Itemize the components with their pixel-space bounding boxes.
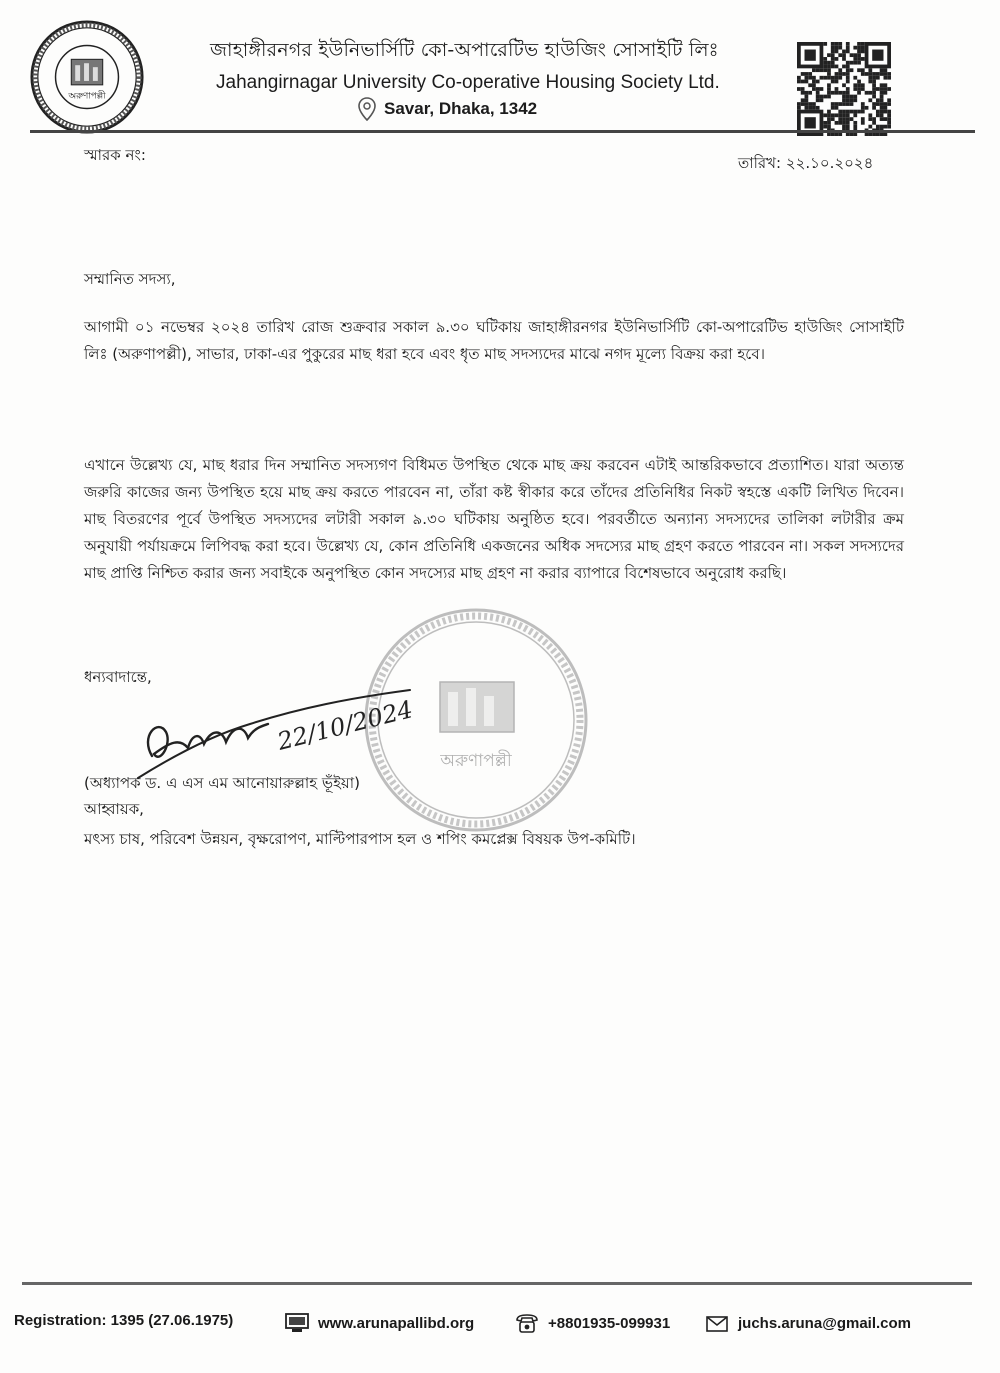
salutation: সম্মানিত সদস্য, xyxy=(84,270,176,288)
computer-icon xyxy=(284,1312,310,1334)
location-text: Savar, Dhaka, 1342 xyxy=(384,99,538,118)
org-name-english: Jahangirnagar University Co-operative Housing Society Ltd. xyxy=(216,72,720,93)
paragraph-instructions: এখানে উল্লেখ্য যে, মাছ ধরার দিন সম্মানিত সদস্যগণ বিধিমত উপস্থিত থেকে মাছ ক্রয় করবেন এটাই আন্তরিকভাবে প্রত্যাশিত। যারা অত্যন্ত জরুরি কাজের জন্য উপস্থিত হয়ে মাছ ক্রয় করতে পারবেন না, তাঁরা কষ্ট স্বীকার করে তাঁদের প্রতিনিধির নিকট স্বহস্তে একটি লিখিত দিবেন। মাছ বিতরণের পূর্বে উপস্থিত সদস্যদের লটারী সকাল ৯.৩০ ঘটিকায় অনুষ্ঠিত হবে। পরবর্তীতে অন্যান্য সদস্যদের তালিকা লটারীর ক্রম অনুযায়ী পর্যায়ক্রমে লিপিবদ্ধ করা হবে। উল্লেখ্য যে, কোন প্রতিনিধি একজনের অধিক সদস্যের মাছ গ্রহণ করতে পারবেন না। সকল সদস্যদের মাছ প্রাপ্তি নিশ্চিত করার জন্য সবাইকে অনুপস্থিত কোন সদস্যের মাছ গ্রহণ না করার ব্যাপারে বিশেষভাবে অনুরোধ করছি। xyxy=(84,456,904,582)
email-address[interactable]: juchs.aruna@gmail.com xyxy=(738,1314,912,1332)
footer-phone[interactable] xyxy=(514,1312,670,1334)
org-name-bengali: জাহাঙ্গীরনগর ইউনিভার্সিটি কো-অপারেটিভ হাউজিং সোসাইটি লিঃ xyxy=(210,39,719,61)
org-location xyxy=(358,97,537,121)
map-pin-icon xyxy=(358,97,376,121)
phone-number[interactable]: +8801935-099931 xyxy=(548,1314,671,1332)
svg-text:অরুণাপল্লী: অরুণাপল্লী xyxy=(68,91,106,102)
footer-divider xyxy=(22,1282,972,1285)
society-logo-icon xyxy=(28,18,146,136)
footer-website[interactable] xyxy=(284,1312,474,1334)
handwritten-signature xyxy=(130,684,420,784)
paragraph-announcement: আগামী ০১ নভেম্বর ২০২৪ তারিখ রোজ শুক্রবার সকাল ৯.৩০ ঘটিকায় জাহাঙ্গীরনগর ইউনিভার্সিটি কো-অপারেটিভ হাউজিং সোসাইটি লিঃ (অরুণাপল্লী), সাভার, ঢাকা-এর পুকুরের মাছ ধরা হবে এবং ধৃত মাছ সদস্যদের মাঝে নগদ মূল্যে বিক্রয় করা হবে। xyxy=(84,318,904,363)
envelope-icon xyxy=(704,1312,730,1334)
closing-text: ধন্যবাদান্তে, xyxy=(84,668,152,686)
telephone-icon xyxy=(514,1312,540,1334)
footer xyxy=(14,1312,986,1338)
svg-text:22/10/2024: 22/10/2024 xyxy=(274,695,416,756)
footer-registration xyxy=(14,1312,233,1329)
letter-date xyxy=(738,152,873,177)
date-value: ২২.১০.২০২৪ xyxy=(785,154,874,172)
header-divider xyxy=(30,130,975,133)
footer-email[interactable] xyxy=(704,1312,911,1334)
signer-name: (অধ্যাপক ড. এ এস এম আনোয়ারুল্লাহ ভূঁইয়া) xyxy=(84,774,360,792)
date-label: তারিখ: xyxy=(738,154,782,172)
website-link[interactable]: www.arunapallibd.org xyxy=(318,1314,475,1332)
registration-text: Registration: 1395 (27.06.1975) xyxy=(14,1312,234,1329)
committee-name: মৎস্য চাষ, পরিবেশ উন্নয়ন, বৃক্ষরোপণ, মাল্টিপারপাস হল ও শপিং কমপ্লেক্স বিষয়ক উপ-কমিটি। xyxy=(84,830,636,848)
memo-number-label: স্মারক নং: xyxy=(84,146,146,164)
qr-code-icon xyxy=(796,42,892,136)
signer-role: আহ্বায়ক, xyxy=(84,800,144,818)
svg-text:অরুণাপল্লী: অরুণাপল্লী xyxy=(440,751,512,771)
